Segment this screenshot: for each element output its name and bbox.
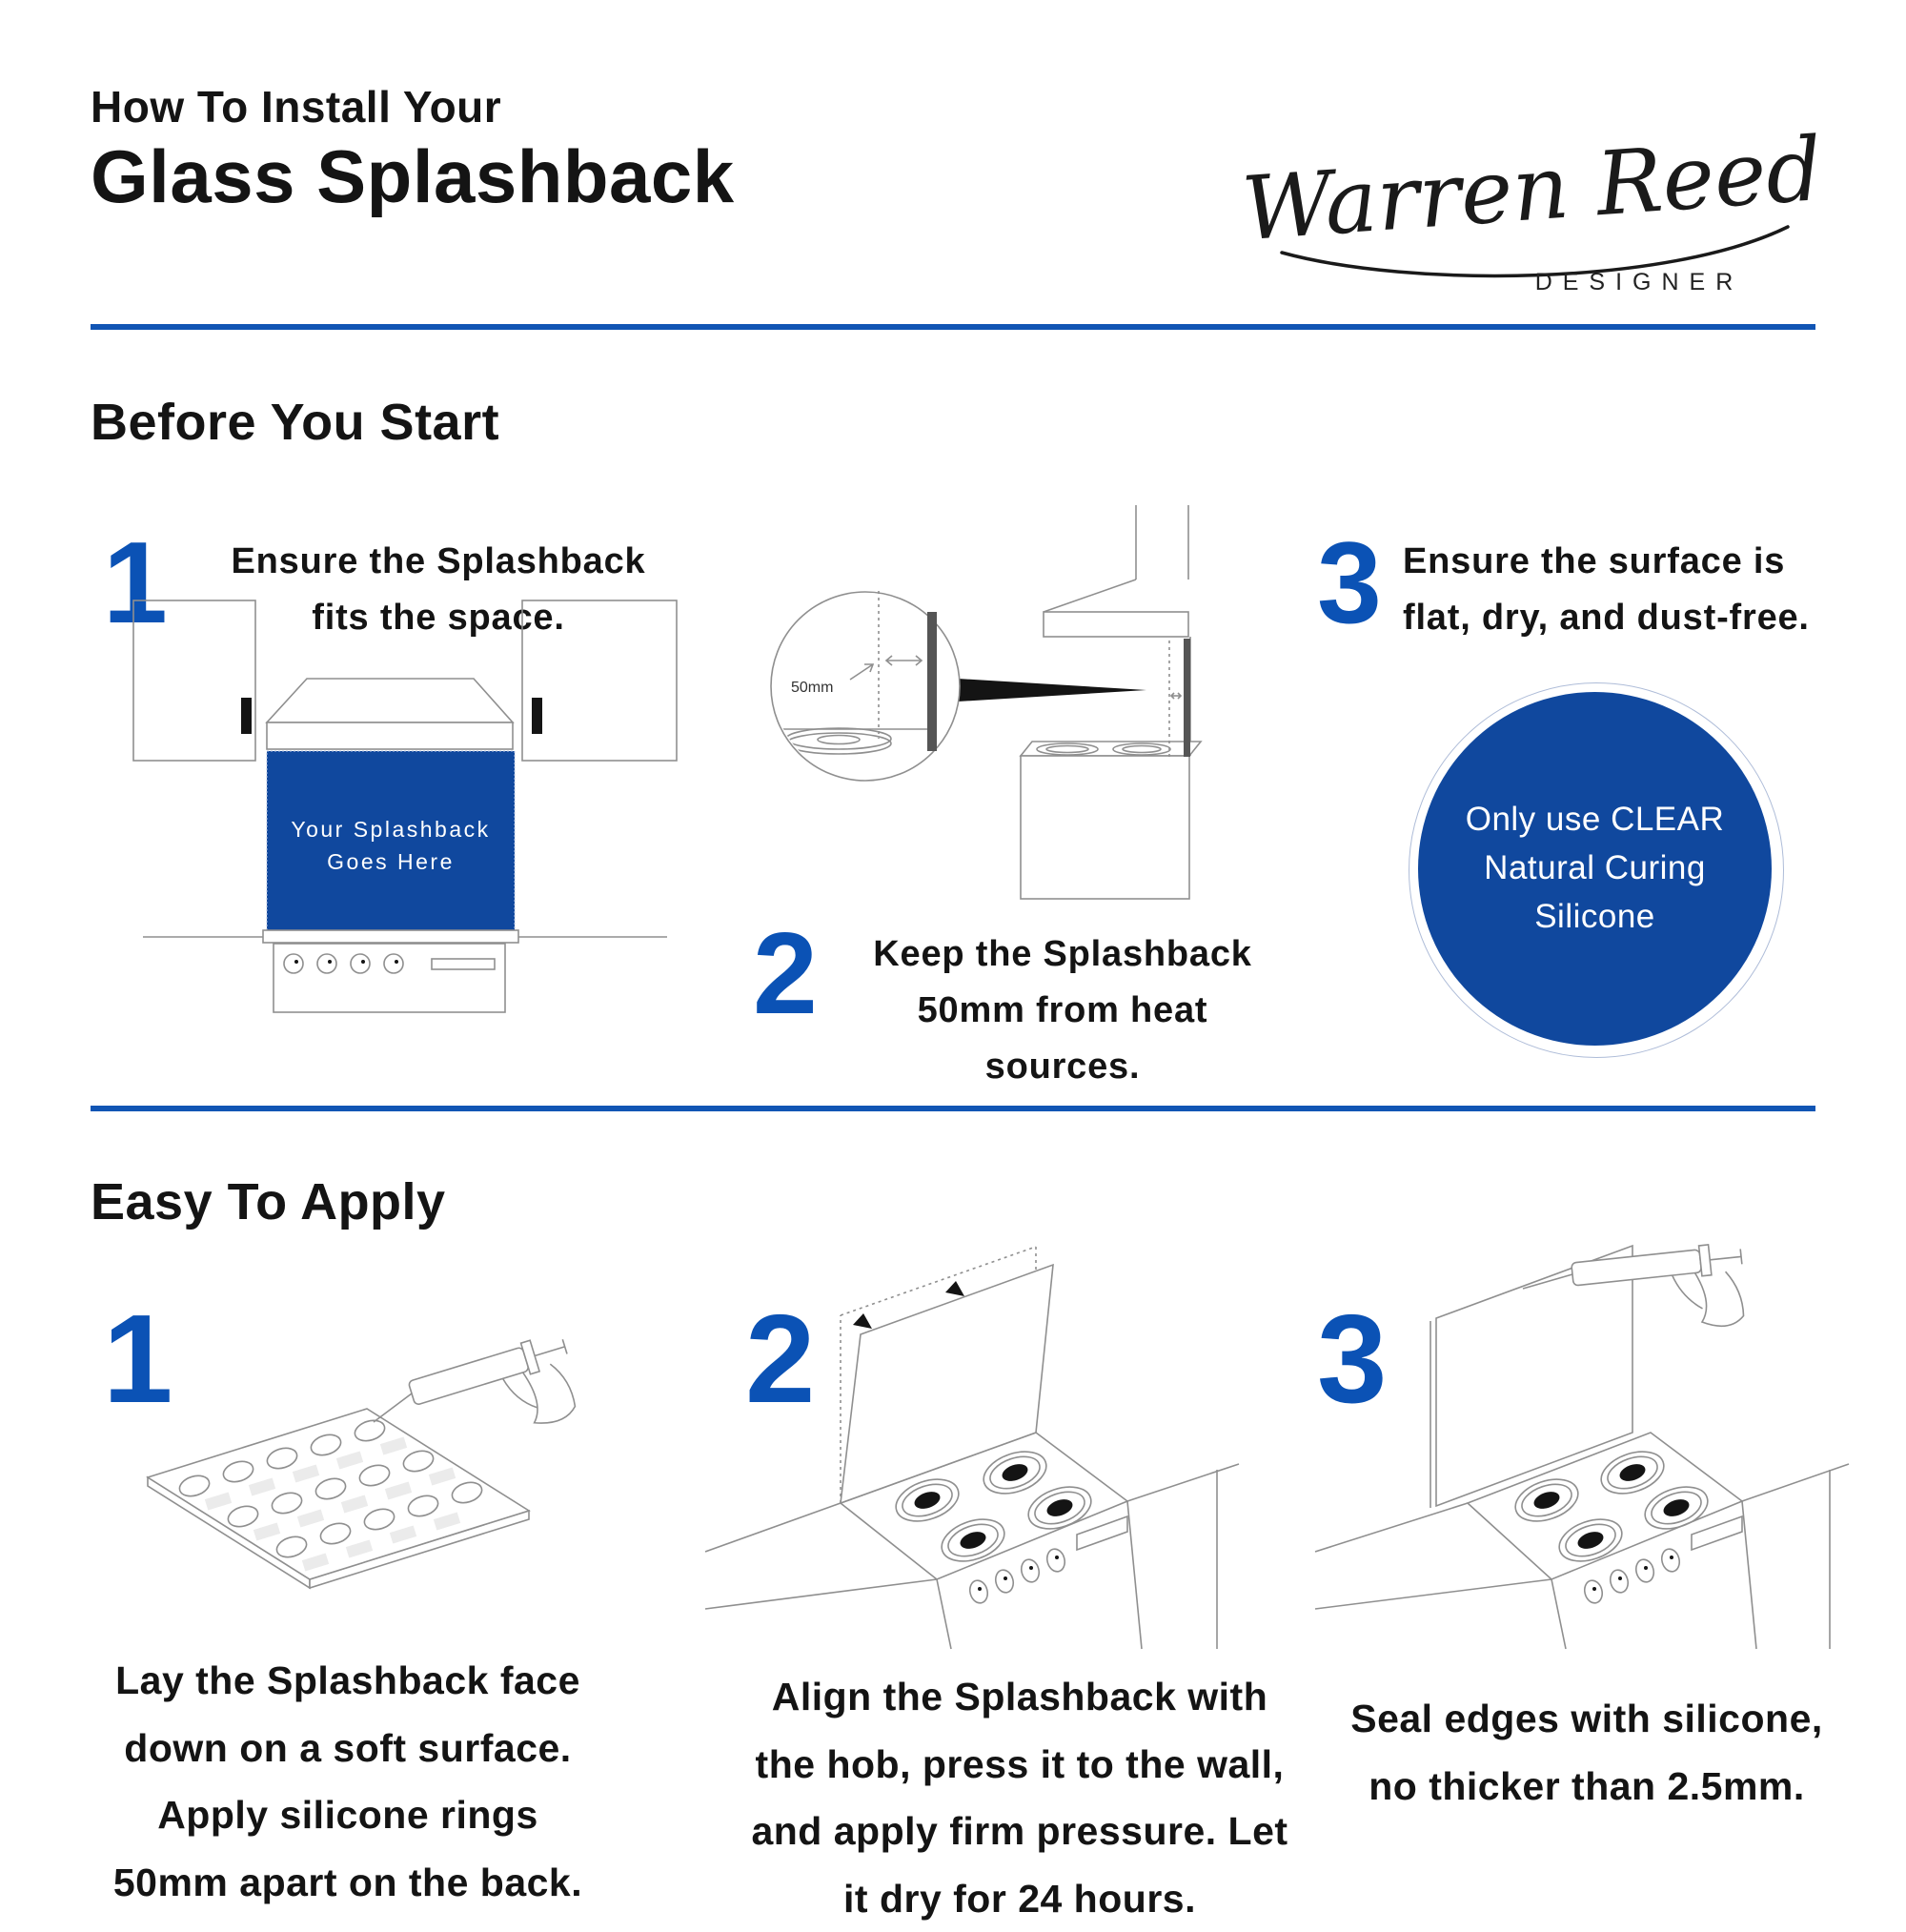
apply-step-number-3: 3	[1317, 1289, 1388, 1429]
measurement-label: 50mm	[791, 680, 834, 696]
kitchen-front-diagram	[143, 658, 667, 1058]
section-heading-before-you-start: Before You Start	[91, 394, 500, 451]
page-title-line2: Glass Splashback	[91, 134, 735, 218]
page-title-line1: How To Install Your	[91, 82, 502, 132]
apply-caption-2: Align the Splashback with the hob, press it to the wall, and apply firm pressure. Let it dry for 24 hours.	[751, 1675, 1288, 1921]
step-number-1: 1	[103, 518, 168, 647]
silicone-rings-diagram	[95, 1325, 591, 1639]
svg-text:Goes Here: Goes Here	[327, 849, 455, 874]
step-text-3: Ensure the surface is flat, dry, and dust-free.	[1403, 541, 1810, 638]
section-heading-easy-to-apply: Easy To Apply	[91, 1173, 446, 1230]
seal-edges-diagram	[1315, 1230, 1849, 1649]
divider-middle	[91, 1106, 1815, 1111]
magnifier-inset	[771, 591, 960, 781]
brand-logo	[1239, 76, 1826, 324]
heat-clearance-diagram	[753, 505, 1287, 925]
step-number-3: 3	[1317, 518, 1382, 647]
cooker-display-slot	[1692, 1516, 1742, 1550]
step-text-1: Ensure the Splashback fits the space.	[231, 541, 646, 638]
cabinet-handle-right	[532, 698, 542, 734]
logo-subtitle-text: DESIGNER	[1534, 269, 1744, 295]
apply-step-number-1: 1	[103, 1289, 173, 1429]
silicone-note-circle: Only use CLEAR Natural Curing Silicone	[1418, 692, 1772, 1046]
divider-top	[91, 324, 1815, 330]
align-splashback-diagram	[705, 1230, 1239, 1649]
silicone-note-ring	[1409, 682, 1784, 1058]
splashback-placeholder	[267, 751, 515, 934]
step-text-2: Keep the Splashback 50mm from heat sources.	[873, 934, 1252, 1087]
cabinet-handle-left	[241, 698, 252, 734]
cooker-side	[1021, 742, 1201, 899]
apply-step-number-2: 2	[745, 1289, 816, 1429]
counter-and-cooker	[143, 930, 667, 1012]
step-number-2: 2	[753, 908, 818, 1038]
wall-and-hood-side	[1044, 505, 1190, 756]
apply-caption-1: Lay the Splashback face down on a soft surface. Apply silicone rings 50mm apart on the back.	[112, 1658, 583, 1904]
magnifier-pointer	[958, 679, 1146, 702]
logo-signature-text: Warren Reed	[1239, 117, 1826, 261]
splashback-edge	[1169, 639, 1190, 757]
extractor-hood	[267, 679, 513, 749]
cooker-display-slot	[1077, 1516, 1127, 1550]
splashback-panel-flat	[148, 1409, 529, 1588]
svg-text:Your Splashback: Your Splashback	[291, 817, 491, 842]
apply-caption-3: Seal edges with silicone, no thicker than 2.5mm.	[1350, 1697, 1823, 1808]
